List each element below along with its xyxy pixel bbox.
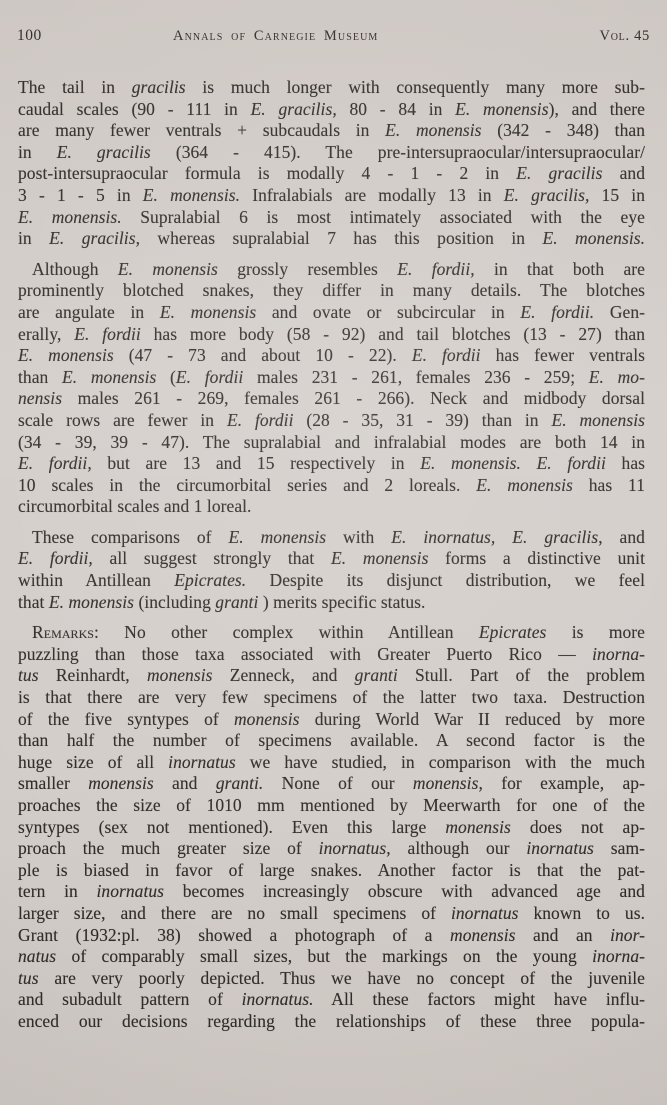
italic-taxon-text: E. monensis: [18, 345, 114, 366]
text-line: [18, 860, 645, 882]
body-text: syntypes (sex not mentioned). Even this large: [18, 816, 446, 837]
text-line: [18, 752, 645, 774]
italic-taxon-text: tus: [18, 967, 39, 988]
body-text: and an: [515, 924, 611, 945]
body-text: proaches the size of 1010 mm mentioned by Meerwarth for one of the: [18, 795, 645, 815]
body-paragraph: [18, 259, 645, 518]
italic-taxon-text: E. mo-: [588, 366, 645, 387]
body-paragraph: [18, 77, 645, 250]
body-text: does not ap-: [510, 816, 646, 837]
italic-taxon-text: granti.: [215, 773, 264, 794]
italic-taxon-text: Epicrates.: [174, 570, 247, 591]
body-text: is more: [546, 622, 645, 643]
body-text: are angulate in: [18, 301, 160, 322]
body-text: All these factors might have influ-: [313, 989, 645, 1010]
body-text: (: [156, 366, 176, 387]
body-text: huge size of all: [18, 751, 169, 772]
smallcaps-lead: Remarks:: [32, 622, 99, 643]
body-text: has more body (58 - 92) and tail blotches (13 - 27) than: [140, 323, 646, 344]
text-line: [18, 496, 645, 518]
italic-taxon-text: E. monensis.: [542, 228, 646, 249]
body-text: for example, ap-: [482, 773, 645, 794]
body-text: None of our: [263, 773, 413, 794]
body-text: forms a distinctive unit: [428, 548, 645, 569]
body-text: 15 in: [589, 184, 646, 205]
text-line: [18, 989, 645, 1011]
text-line: [18, 1011, 645, 1033]
italic-taxon-text: E. gracilis,: [250, 98, 337, 119]
body-text: is much longer with consequently many more sub-: [185, 77, 645, 97]
italic-taxon-text: inornatus: [526, 838, 594, 859]
italic-taxon-text: E. gracilis,: [49, 228, 140, 249]
body-text: and ovate or subcircular in: [256, 301, 521, 322]
italic-taxon-text: E. fordii: [74, 323, 141, 344]
italic-taxon-text: E. monensis: [117, 258, 218, 279]
body-text: (28 - 35, 31 - 39) than in: [293, 409, 552, 430]
body-text: Zenneck, and: [212, 665, 355, 686]
body-text: we have studied, in comparison with the much: [235, 751, 645, 772]
body-text: within Antillean: [18, 570, 175, 591]
body-text: all suggest strongly that: [92, 548, 332, 569]
text-line: [18, 903, 645, 925]
body-text: caudal scales (90 - 111 in: [18, 98, 251, 119]
text-line: [18, 622, 645, 644]
text-line: [18, 280, 645, 302]
body-text: Stull. Part of the problem: [397, 665, 645, 686]
body-text: proach the much greater size of: [18, 838, 319, 859]
page-body: [18, 77, 645, 1033]
italic-taxon-text: monensis: [88, 773, 154, 794]
text-line: [18, 548, 645, 570]
body-text: are very poorly depicted. Thus we have no concept of the juvenile: [38, 967, 645, 988]
italic-taxon-text: Epicrates: [478, 622, 547, 643]
italic-taxon-text: inornatus: [168, 751, 236, 772]
italic-taxon-text: E. monensis.: [142, 184, 241, 205]
italic-taxon-text: E. monensis.: [18, 206, 122, 227]
body-text: puzzling than those taxa associated with Greater Puerto Rico —: [18, 643, 593, 664]
italic-taxon-text: monensis: [445, 816, 511, 837]
body-text: smaller: [18, 773, 89, 794]
body-text: and: [153, 773, 216, 794]
body-text: than half the number of specimens available. A second factor is the: [18, 730, 645, 751]
body-text: whereas supralabial 7 has this position in: [140, 228, 543, 249]
text-line: [18, 795, 645, 817]
italic-taxon-text: E. fordii: [175, 366, 244, 387]
text-line: [18, 773, 645, 795]
body-text: sam-: [593, 838, 645, 859]
italic-taxon-text: E. fordii: [411, 345, 481, 366]
text-line: [18, 367, 645, 389]
text-line: [18, 163, 645, 185]
text-line: [18, 592, 645, 614]
italic-taxon-text: inorna-: [592, 643, 645, 664]
text-line: [18, 185, 645, 207]
body-text: scale rows are fewer in: [18, 409, 227, 430]
body-text: 3 - 1 - 5 in: [18, 184, 143, 205]
body-text: has: [605, 453, 646, 474]
text-line: [18, 388, 645, 410]
italic-taxon-text: E. fordii: [226, 409, 294, 430]
text-line: [18, 687, 645, 709]
body-text: Although: [32, 258, 118, 279]
italic-taxon-text: E. monensis: [159, 301, 257, 322]
text-line: [18, 570, 645, 592]
body-text: and subadult pattern of: [18, 989, 242, 1010]
body-text: of the five syntypes of: [18, 708, 234, 729]
body-text: Gen-: [594, 301, 646, 322]
text-line: [18, 453, 645, 475]
body-text: during World War II reduced by more: [299, 708, 645, 729]
body-text: circumorbital scales and 1 loreal.: [18, 496, 252, 517]
italic-taxon-text: E. fordii,: [18, 548, 93, 569]
body-text: larger size, and there are no small specimens of: [18, 902, 451, 923]
body-text: (34 - 39, 39 - 47). The supralabial and infralabial modes are both 14 in: [18, 431, 645, 452]
body-text: in that both are: [474, 258, 645, 279]
body-text: than: [18, 366, 62, 387]
text-line: [18, 881, 645, 903]
journal-title: Annals of Carnegie Museum: [173, 27, 379, 44]
body-text: and: [602, 163, 645, 184]
text-line: [18, 142, 645, 164]
italic-taxon-text: granti: [354, 665, 398, 686]
page-number: 100: [17, 27, 42, 44]
italic-taxon-text: granti: [215, 591, 259, 612]
body-text: becomes increasingly obscure with advanced age and: [164, 881, 645, 902]
body-text: tern in: [18, 881, 97, 902]
italic-taxon-text: E. gracilis: [516, 163, 603, 184]
italic-taxon-text: E. gracilis: [56, 141, 151, 162]
body-paragraph: [18, 527, 645, 613]
body-text: erally,: [18, 323, 75, 344]
italic-taxon-text: tus: [18, 665, 39, 686]
body-text: post-intersupraocular formula is modally 4 - 1 - 2 in: [18, 163, 517, 184]
italic-taxon-text: E. fordii,: [18, 453, 92, 474]
text-line: [18, 475, 645, 497]
text-line: [18, 120, 645, 142]
italic-taxon-text: inornatus,: [318, 838, 391, 859]
page-header: [0, 27, 667, 45]
italic-taxon-text: monensis: [450, 924, 516, 945]
body-text: that: [18, 591, 49, 612]
italic-taxon-text: E. fordii,: [397, 258, 475, 279]
italic-taxon-text: E. monensis: [331, 548, 429, 569]
text-line: [18, 207, 645, 229]
italic-taxon-text: E. monensis: [228, 526, 327, 547]
text-line: [18, 99, 645, 121]
volume-label: Vol. 45: [599, 27, 650, 44]
italic-taxon-text: E. monensis: [48, 591, 135, 612]
italic-taxon-text: inornatus: [96, 881, 165, 902]
italic-taxon-text: inornatus: [450, 902, 519, 923]
italic-taxon-text: inornatus.: [241, 989, 314, 1010]
italic-taxon-text: E. monensis: [455, 98, 549, 119]
text-line: [18, 709, 645, 731]
body-text: 80 - 84 in: [336, 98, 456, 119]
text-line: [18, 925, 645, 947]
body-text: Grant (1932:pl. 38) showed a photograph of a: [18, 924, 450, 945]
body-text: enced our decisions regarding the relationships of these three popula-: [18, 1010, 645, 1031]
body-text: prominently blotched snakes, they differ in many details. The blotches: [18, 280, 645, 301]
body-text: are many fewer ventrals + subcaudals in: [18, 120, 386, 141]
italic-taxon-text: E. gracilis,: [503, 184, 590, 205]
body-text: has fewer ventrals: [480, 345, 645, 366]
text-line: [18, 410, 645, 432]
italic-taxon-text: E. monensis: [62, 366, 157, 387]
italic-taxon-text: E. monensis: [385, 120, 482, 141]
body-text: ), and there: [548, 98, 645, 119]
body-text: These comparisons of: [32, 526, 229, 547]
body-text: (342 - 348) than: [481, 120, 646, 141]
italic-taxon-text: monensis: [146, 665, 213, 686]
text-line: [18, 324, 645, 346]
body-text: No other complex within Antillean: [98, 622, 479, 643]
italic-taxon-text: E. monensis: [551, 409, 645, 430]
body-text: Despite its disjunct distribution, we feel: [246, 570, 645, 591]
text-line: [18, 302, 645, 324]
body-text: in: [18, 228, 50, 249]
text-line: [18, 644, 645, 666]
body-text: (364 - 415). The pre-intersupraocular/intersupraocular/: [150, 141, 645, 162]
italic-taxon-text: inor-: [610, 924, 645, 945]
italic-taxon-text: E. fordii.: [520, 301, 595, 322]
body-text: ) merits specific status.: [258, 591, 426, 612]
text-line: [18, 527, 645, 549]
body-text: with: [326, 526, 392, 547]
body-text: Infralabials are modally 13 in: [240, 184, 504, 205]
text-line: [18, 817, 645, 839]
text-line: [18, 946, 645, 968]
body-paragraph: [18, 622, 645, 1032]
text-line: [18, 77, 645, 99]
body-text: males 261 - 269, females 261 - 266). Neck and midbody dorsal: [62, 388, 645, 409]
body-text: in: [18, 141, 57, 162]
body-text: although our: [390, 838, 527, 859]
italic-taxon-text: E. inornatus, E. gracilis: [391, 526, 599, 547]
body-text: 10 scales in the circumorbital series and 2 loreals.: [18, 474, 477, 495]
text-line: [18, 968, 645, 990]
italic-taxon-text: inorna-: [592, 946, 645, 967]
body-text: of comparably small sizes, but the markings on the young: [56, 946, 593, 967]
body-text: males 231 - 261, females 236 - 259;: [243, 366, 589, 387]
body-text: (including: [134, 591, 216, 612]
italic-taxon-text: nensis: [18, 388, 63, 409]
italic-taxon-text: gracilis: [131, 77, 186, 97]
text-line: [18, 345, 645, 367]
body-text: (47 - 73 and about 10 - 22).: [113, 345, 412, 366]
text-line: [18, 228, 645, 250]
text-line: [18, 665, 645, 687]
body-text: The tail in: [18, 77, 132, 97]
italic-taxon-text: E. monensis: [476, 474, 573, 495]
italic-taxon-text: E. monensis. E. fordii: [420, 453, 606, 474]
body-text: but are 13 and 15 respectively in: [91, 453, 421, 474]
body-text: Supralabial 6 is most intimately associated with the eye: [121, 206, 645, 227]
italic-taxon-text: monensis: [233, 708, 300, 729]
body-text: grossly resembles: [217, 258, 398, 279]
text-line: [18, 838, 645, 860]
body-text: is that there are very few specimens of the latter two taxa. Destruction: [18, 687, 645, 708]
body-text: , and: [598, 526, 645, 547]
body-text: Reinhardt,: [38, 665, 147, 686]
body-text: has 11: [572, 474, 645, 495]
italic-taxon-text: natus: [18, 946, 57, 967]
body-text: ple is biased in favor of large snakes. Another factor is that the pat-: [18, 859, 645, 880]
text-line: [18, 432, 645, 454]
text-line: [18, 259, 645, 281]
body-text: known to us.: [518, 902, 645, 923]
italic-taxon-text: monensis,: [412, 773, 483, 794]
text-line: [18, 730, 645, 752]
